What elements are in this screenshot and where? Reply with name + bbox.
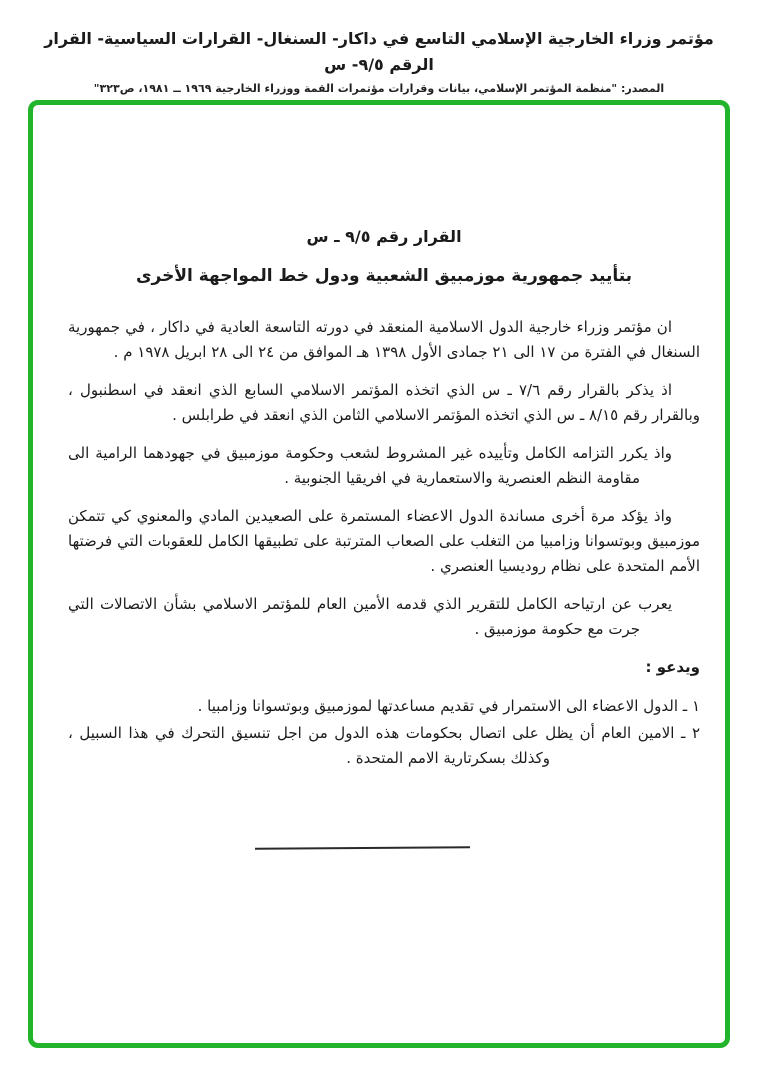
header-source: المصدر: "منظمة المؤتمر الإسلامي، بيانات وقرارات مؤتمرات القمة ووزراء الخارجية ١٩٦٩ ــ ١٩٨١، ص٣٢٣" [93,82,665,95]
list-item-2: ٢ ـ الامين العام أن يظل على اتصال بحكومات هذه الدول من اجل تنسيق التحرك في هذا السبيل ، وكذلك بسكرتارية الامم المتحدة . [68,724,700,767]
header-title: مؤتمر وزراء الخارجية الإسلامي التاسع في داكار- السنغال- القرارات السياسية- القرار الرقم ٩/٥- س [44,29,714,74]
resolution-subject-title: بتأييد جمهورية موزمبيق الشعبية ودول خط المواجهة الأخرى [135,266,633,286]
document-header [0,26,758,98]
paragraph-preamble-session: ان مؤتمر وزراء خارجية الدول الاسلامية المنعقد في دورته التاسعة العادية في داكار ، في جمهورية السنغال في الفترة من ١٧ الى ٢١ جمادى الأول ١٣٩٨ هـ الموافق من ٢٤ الى ٢٨ ابريل ١٩٧٨ م . [68,318,700,361]
paragraph-recalling-resolutions: اذ يذكر بالقرار رقم ٧/٦ ـ س الذي اتخذه المؤتمر الاسلامي السابع الذي انعقد في اسطنبول ، وبالقرار رقم ٨/١٥ ـ س الذي اتخذه المؤتمر الاسلامي الثامن الذي انعقد في طرابلس . [68,381,700,424]
separator-line [255,846,470,850]
invites-heading: ويدعو : [645,658,700,676]
paragraph-member-states-support: واذ يؤكد مرة أخرى مساندة الدول الاعضاء المستمرة على الصعيدين المادي والمعنوي كي تتمكن موزمبيق وبوتسوانا وزامبيا من التغلب على الصعاب المترتبة على تطبيقها الكامل للعقوبات التي فرضتها الأمم المتحدة على نظام روديسيا العنصري . [68,507,700,575]
paragraph-reaffirming-commitment: واذ يكرر التزامه الكامل وتأييده غير المشروط لشعب وحكومة موزمبيق في جهودهما الرامية الى مقاومة النظم العنصرية والاستعمارية في افريقيا الجنوبية . [68,444,672,487]
document-body [33,105,725,849]
document-frame [28,100,730,1048]
resolution-number-title: القرار رقم ٩/٥ ـ س [306,227,462,246]
list-item-1: ١ ـ الدول الاعضاء الى الاستمرار في تقديم مساعدتها لموزمبيق وبوتسوانا وزامبيا . [197,697,700,715]
paragraph-secretary-general-report: يعرب عن ارتياحه الكامل للتقرير الذي قدمه الأمين العام للمؤتمر الاسلامي بشأن الاتصالات التي جرت مع حكومة موزمبيق . [68,595,672,638]
